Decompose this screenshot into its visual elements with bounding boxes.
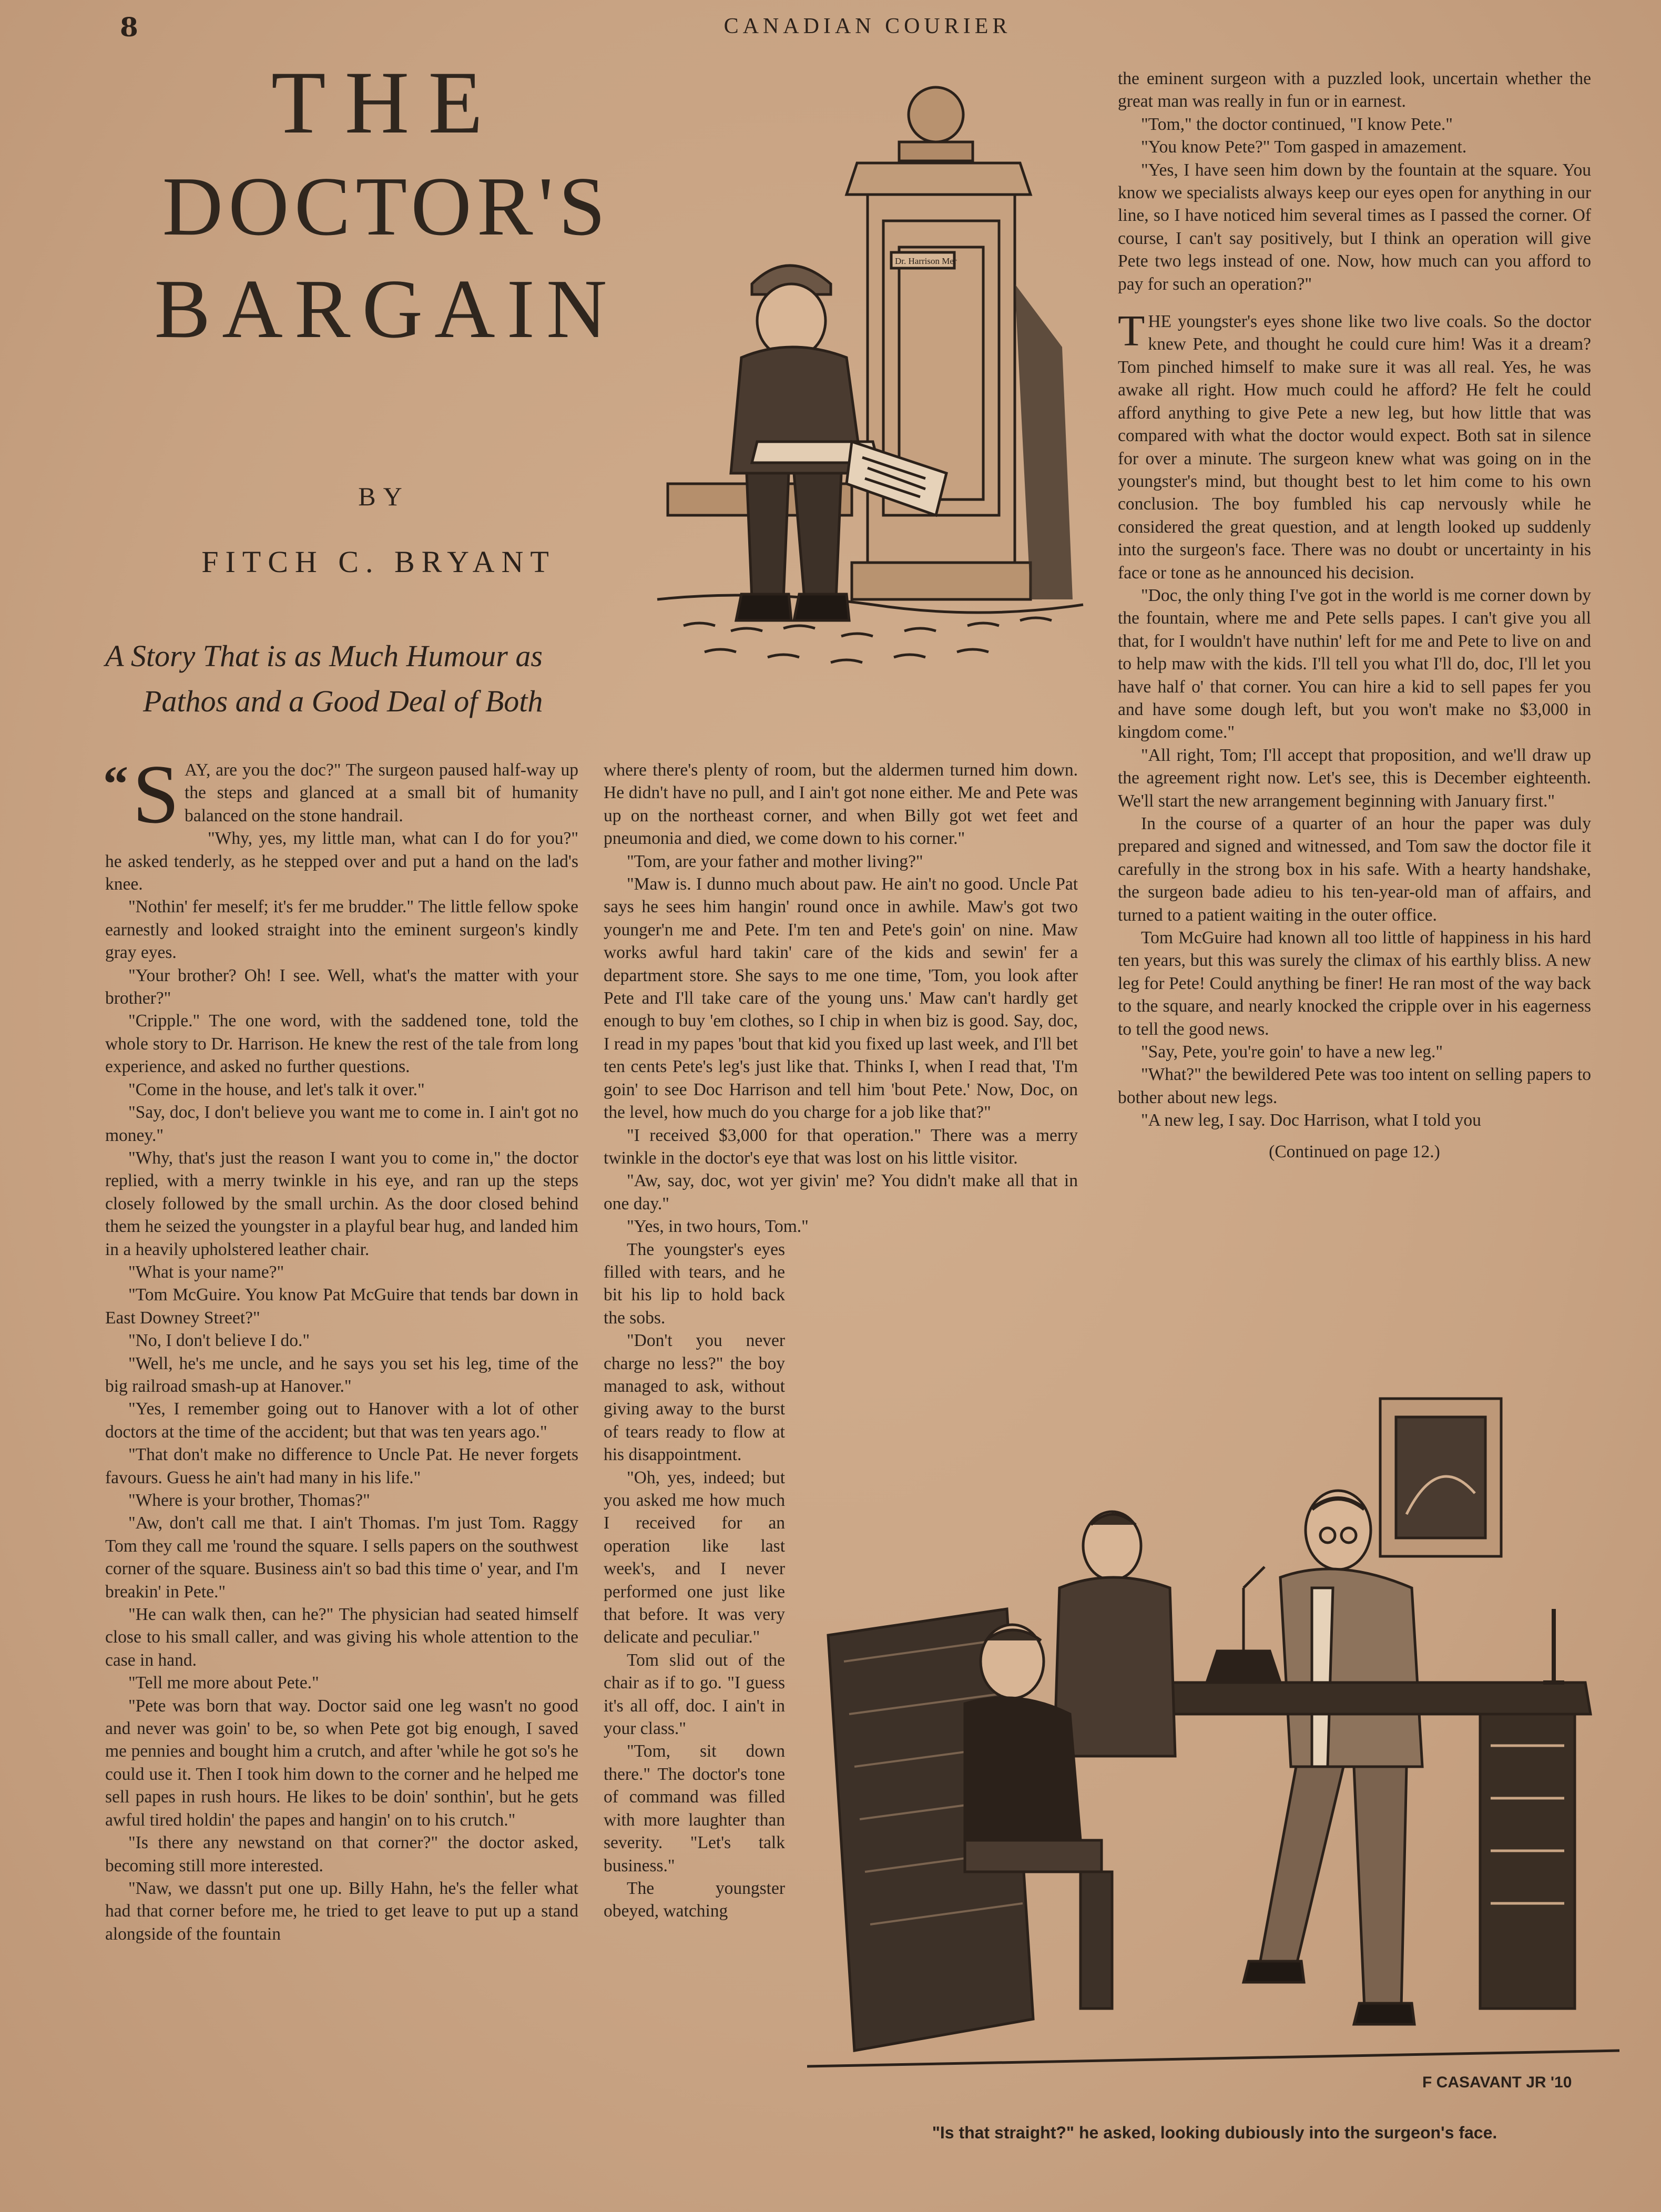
illustration-caption: "Is that straight?" he asked, looking dubiously into the surgeon's face. <box>932 2123 1497 2142</box>
section-paragraph-text: HE youngster's eyes shone like two live coals. So the doctor knew Pete, and thought he could cure him! Was it a dream? Tom pinched himself to make sure it was all real. Yes, he was awake all right. How much could he afford? He felt he could afford anything to give Pete a new leg, but how little that was compared with what the doctor would expect. Both sat in silence for over a minute. The surgeon knew what was going on in the youngster's mind, but thought best to let him come to his own conclusion. The boy fumbled his cap nervously while he considered the great question, and at length looked up suddenly into the surgeon's face. There was no doubt or uncertainty in his face or tone as he announced his decision. <box>1118 312 1591 583</box>
paragraph: "Oh, yes, indeed; but you asked me how much I received for an operation like last week's, and I never performed one just like that before. It was very delicate and peculiar." <box>604 1467 785 1647</box>
story-title <box>110 50 663 360</box>
newsboy-illustration <box>652 74 1094 699</box>
paragraph: "Your brother? Oh! I see. Well, what's the matter with your brother?" <box>105 965 578 1008</box>
paragraph: "Naw, we dassn't put one up. Billy Hahn, he's the feller what had that corner before me, he tried to get leave to put up a stand alongside of the fountain <box>105 1878 578 1944</box>
paragraph: "I received $3,000 for that operation." There was a merry twinkle in the doctor's eye that was lost on his little visitor. <box>604 1125 1078 1168</box>
paragraph: the eminent surgeon with a puzzled look, uncertain whether the great man was really in fun or in earnest. <box>1118 69 1591 111</box>
subtitle-line-1: A Story That is as Much Humour as <box>105 639 543 673</box>
paragraph: The youngster's eyes filled with tears, and he bit his lip to hold back the sobs. <box>604 1239 785 1328</box>
paragraph: "Is there any newstand on that corner?" the doctor asked, becoming still more interested. <box>105 1833 578 1875</box>
paragraph: "What is your name?" <box>128 1262 284 1282</box>
running-head: CANADIAN COURIER <box>723 14 1012 38</box>
paragraph: "Nothin' fer meself; it's fer me brudder." The little fellow spoke earnestly and looked straight into the eminent surgeon's kindly gray eyes. <box>105 897 578 963</box>
paragraph: "Aw, say, doc, wot yer givin' me? You didn't make all that in one day." <box>604 1171 1078 1214</box>
drop-cap-s: S <box>133 747 179 841</box>
paragraph: "Yes, I remember going out to Hanover with a lot of other doctors at the time of the accident; but that was ten years ago." <box>105 1399 578 1442</box>
page-number: 8 <box>120 12 138 43</box>
paragraph: In the course of a quarter of an hour the paper was duly prepared and signed and witnessed, and Tom saw the doctor file it carefully in the strong box in his safe. With a hearty handshake, the surgeon bade adieu to his ten-year-old man of affairs, and turned to a patient waiting in the outer office. <box>1118 814 1591 925</box>
paragraph: "That don't make no difference to Uncle Pat. He never forgets favours. Guess he ain't had many in his life." <box>105 1445 578 1487</box>
paragraph: "Don't you never charge no less?" the boy managed to ask, without giving away to the burst of tears ready to flow at his disappointment. <box>604 1331 785 1465</box>
paragraph: "Tom McGuire. You know Pat McGuire that tends bar down in East Downey Street?" <box>105 1285 578 1328</box>
paragraph: "You know Pete?" Tom gasped in amazement. <box>1141 137 1467 157</box>
paragraph: "Yes, in two hours, Tom." <box>627 1217 809 1237</box>
paragraph: "Yes, I have seen him down by the fountain at the square. You know we specialists always keep our eyes open for anything in our line, so I have noticed him several times as I passed the corner. Of course, I can't say positively, but I think an operation will give Pete two legs instead of one. Now, how much can you afford to pay for such an operation?" <box>1118 160 1591 294</box>
continued-notice: (Continued on page 12.) <box>1269 1141 1440 1161</box>
paragraph: Tom McGuire had known all too little of happiness in his hard ten years, but this was surely the climax of his earthly bliss. A new leg for Pete! Could anything be finer! He ran most of the way back to the square, and nearly knocked the cripple over in his eagerness to tell the good news. <box>1118 928 1591 1039</box>
paragraph: "Tom, are your father and mother living?" <box>627 851 923 871</box>
paragraph: "Tell me more about Pete." <box>128 1673 319 1693</box>
paragraph: "Come in the house, and let's talk it over." <box>128 1079 425 1099</box>
article-column-1 <box>103 747 578 1945</box>
title-line-3: BARGAIN <box>154 262 619 355</box>
opening-quote-mark: “ <box>103 756 128 812</box>
paragraph: "Say, Pete, you're goin' to have a new leg." <box>1141 1042 1443 1062</box>
paragraph: "Why, yes, my little man, what can I do for you?" he asked tenderly, as he stepped over and put a hand on the lad's knee. <box>105 829 578 894</box>
subtitle-line-2: Pathos and a Good Deal of Both <box>143 684 543 718</box>
paragraph: "Why, that's just the reason I want you to come in," the doctor replied, with a merry twinkle in his eye, and ran up the steps closely followed by the small urchin. As the door closed behind them he seized the youngster in a playful bear hug, and landed him in a heavily upholstered leather chair. <box>105 1148 578 1259</box>
paragraph: "Well, he's me uncle, and he says you set his leg, time of the big railroad smash-up at Hanover." <box>105 1353 578 1396</box>
story-subtitle <box>100 634 657 724</box>
paragraph: "Where is your brother, Thomas?" <box>128 1491 370 1510</box>
narrow-column-section <box>604 1238 785 1923</box>
paragraph: Tom slid out of the chair as if to go. "I guess it's all off, doc. I ain't in your class." <box>604 1650 785 1739</box>
section-paragraph <box>1118 307 1591 584</box>
paragraph: "Cripple." The one word, with the saddened tone, told the whole story to Dr. Harrison. He knew the rest of the tale from long experience, and asked no further questions. <box>105 1011 578 1077</box>
paragraph: "A new leg, I say. Doc Harrison, what I told you <box>1141 1110 1481 1130</box>
article-column-3 <box>1118 67 1591 1163</box>
paragraph: "Pete was born that way. Doctor said one leg wasn't no good and never was goin' to be, so when Pete got big enough, I saved me pennies and bought him a crutch, and after 'while he got so's he could use it. Then I took him down to the corner and he helped me sell papes in rush hours. He likes to be doin' sonthin', but he gets awful tired holdin' the papes and hangin' on to his crutch." <box>105 1696 578 1830</box>
door-sign-text: Dr. Harrison Mer <box>895 256 957 266</box>
opening-paragraph <box>103 747 578 841</box>
doctor-office-illustration <box>807 1388 1619 2114</box>
drop-cap-t: T <box>1118 307 1145 356</box>
paragraph: "All right, Tom; I'll accept that proposition, and we'll draw up the agreement right now. Let's see, this is December eighteenth. We'll start the new arrangement beginning with January first." <box>1118 745 1591 811</box>
byline-author: FITCH C. BRYANT <box>201 545 556 579</box>
paragraph: "What?" the bewildered Pete was too intent on selling papers to bother about new legs. <box>1118 1065 1591 1107</box>
paragraph: "Doc, the only thing I've got in the world is me corner down by the fountain, where me and Pete sells papes. I can't give you all that, for I wouldn't have nuthin' left for me and Pete to live on and to help maw with the kids. I'll tell you what I'll do, doc, I'll let you have half o' that corner. You can hire a kid to sell papes fer you and have some dough left, but you won't make no $3,000 in kingdom come." <box>1118 585 1591 742</box>
illustrator-signature: F CASAVANT JR '10 <box>1422 2074 1572 2091</box>
paragraph: where there's plenty of room, but the aldermen turned him down. He didn't have no pull, and I ain't got none either. Me and Pete was up on the northeast corner, and when Billy got wet feet and pneumonia and died, we come down to his corner." <box>604 760 1078 849</box>
paragraph: "Aw, don't call me that. I ain't Thomas. I'm just Tom. Raggy Tom they call me 'round the square. I sells papers on the southwest corner of the square. Business ain't so bad this time o' year, and I'm breakin' in Pete." <box>105 1513 578 1602</box>
paragraph: The youngster obeyed, watching <box>604 1878 785 1921</box>
paragraph: "Tom, sit down there." The doctor's tone of command was filled with more laughter than severity. "Let's talk business." <box>604 1741 785 1875</box>
title-line-1: THE <box>271 53 502 152</box>
title-line-2: DOCTOR'S <box>162 159 611 253</box>
opening-paragraph-text: AY, are you the doc?" The surgeon paused half-way up the steps and glanced at a small bit of humanity balanced on the stone handrail. <box>184 760 578 825</box>
paragraph: "No, I don't believe I do." <box>128 1331 310 1351</box>
paragraph: "Say, doc, I don't believe you want me to come in. I ain't got no money." <box>105 1103 578 1145</box>
paragraph: "He can walk then, can he?" The physician had seated himself close to his small caller, and was giving his whole attention to the case in hand. <box>105 1605 578 1670</box>
byline-by: BY <box>358 482 410 511</box>
paragraph: "Maw is. I dunno much about paw. He ain't no good. Uncle Pat says he sees him hangin' round once in awhile. Maw's got two younger'n me and Pete. I'm ten and Pete's goin' on nine. Maw works awful hard takin' care of the kids and sewin' fer a department store. She says to me one time, 'Tom, you look after Pete and I'll take care of the young uns.' Maw can't hardly get enough to buy 'em clothes, so I chip in when biz is good. Say, doc, I read in my papes 'bout that kid you fixed up last week, and I'll bet ten cents Pete's leg's just like that. Thinks I, when I read that, 'I'm goin' to see Doc Harrison and tell him 'bout Pete.' Now, Doc, on the level, how much do you charge for a job like that?" <box>604 874 1078 1123</box>
paragraph: "Tom," the doctor continued, "I know Pete." <box>1141 114 1453 134</box>
